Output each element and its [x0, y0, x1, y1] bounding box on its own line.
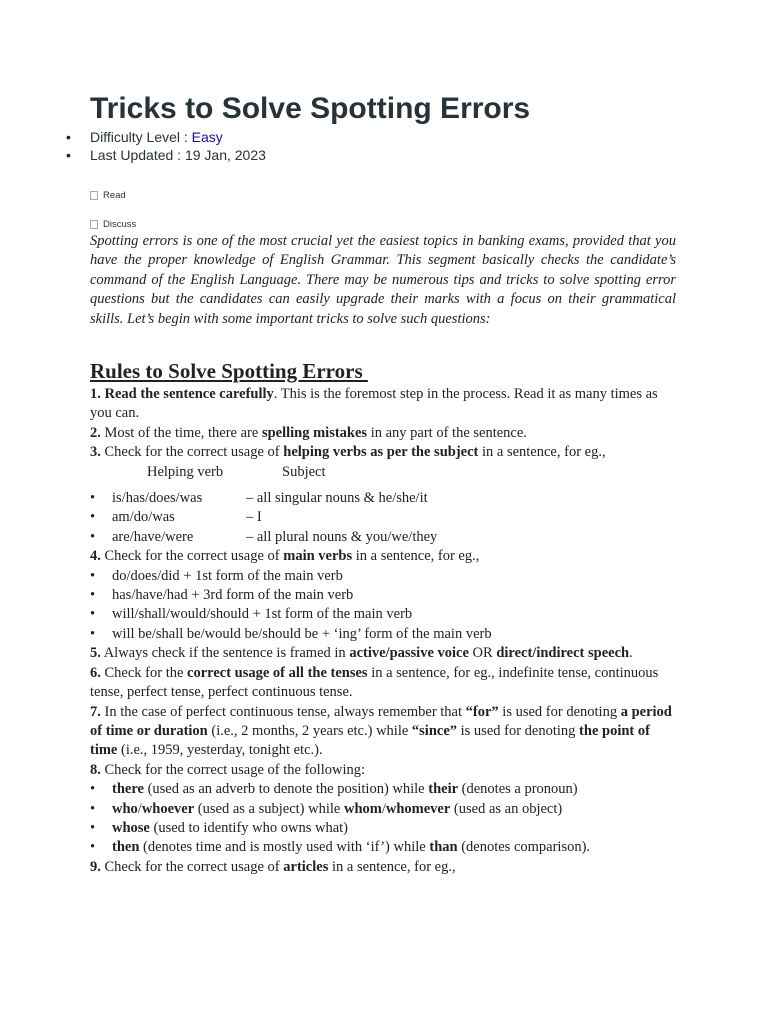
rule-9: [90, 858, 676, 877]
rule-4: [90, 547, 676, 566]
rule-emphasis: main verbs: [283, 548, 353, 565]
main-verb-list: [90, 567, 676, 645]
updated-label: Last Updated :: [90, 147, 185, 163]
rule-emphasis: helping verbs as per the subject: [283, 444, 479, 461]
helping-verb-list: [90, 489, 676, 547]
rule-number: 1.: [90, 386, 101, 402]
read-label: Read: [103, 190, 126, 201]
rule-8: [90, 761, 676, 780]
term-text: (used as an object): [450, 800, 563, 817]
rule-text: Check for the correct usage of: [100, 858, 284, 875]
list-item: [90, 489, 676, 508]
rule-number: 6.: [90, 664, 101, 681]
rule-emphasis: active/passive voice: [349, 645, 469, 662]
difficulty-link[interactable]: Easy: [191, 129, 223, 145]
term-text: /: [137, 800, 142, 817]
page-title: Tricks to Solve Spotting Errors: [90, 92, 531, 125]
discuss-button[interactable]: [90, 219, 136, 230]
list-item: [90, 819, 676, 838]
subject-column: Subject: [282, 463, 326, 480]
rule-text: .: [629, 645, 633, 662]
read-button[interactable]: [90, 190, 126, 201]
term-text: (denotes a pronoun): [458, 781, 578, 798]
rule-number: 8.: [90, 761, 101, 778]
rule-text: in a sentence, for eg.,: [478, 444, 606, 461]
rule-text: Check for the correct usage of: [100, 444, 284, 461]
article-meta: [90, 128, 266, 164]
rule-text: (i.e., 2 months, 2 years etc.) while: [207, 722, 412, 739]
rule-number: 4.: [90, 548, 101, 565]
term: whoever: [141, 800, 195, 817]
rule-emphasis: “since”: [411, 722, 458, 739]
term-text: (denotes time and is mostly used with ‘if’) while: [139, 839, 430, 856]
rule-number: 7.: [90, 703, 101, 720]
rule-number: 5.: [90, 645, 101, 662]
rule-7: [90, 703, 676, 761]
rule-emphasis: Read the sentence carefully: [104, 386, 274, 402]
helping-verb-header: [90, 463, 676, 482]
term: whomever: [385, 800, 451, 817]
rule-emphasis: the point of time: [90, 722, 650, 759]
rule-text: Most of the time, there are: [100, 424, 262, 441]
rule-emphasis: a period of time or duration: [90, 703, 672, 739]
discuss-icon: [90, 220, 98, 229]
subject: – all plural nouns & you/we/they: [246, 528, 438, 545]
rule-emphasis: correct usage of all the tenses: [187, 664, 368, 681]
term: their: [428, 781, 459, 798]
rule-text: (i.e., 1959, yesterday, tonight etc.).: [117, 742, 323, 759]
list-item: • will be/shall be/would be/should be + ‘ing’ form of the main verb: [90, 625, 676, 644]
intro-paragraph: Spotting errors is one of the most crucial yet the easiest topics in banking exams, provided that you have the proper knowledge of English Grammar. This segment basically checks the candidate’s command of the English Language. There may be numerous tips and tricks to solve spotting error questions but the candidates can easily upgrade their marks with a focus on their grammatical skills. Let’s begin with some important tricks to solve such questions:: [90, 233, 676, 327]
rule-text: in any part of the sentence.: [367, 424, 527, 441]
rule-text: in a sentence, for eg.,: [328, 858, 456, 875]
rule-1: [90, 385, 676, 424]
rule-number: 9.: [90, 858, 101, 875]
term: then: [112, 839, 140, 856]
rule-3: [90, 443, 676, 462]
rule-number: 2.: [90, 424, 101, 441]
helping-verb: are/have/were: [112, 528, 194, 545]
rules-heading: Rules to Solve Spotting Errors: [90, 359, 368, 383]
rule-text: . This is the foremost step in the process. Read it as many times as you can.: [90, 386, 658, 422]
rule-emphasis: direct/indirect speech: [496, 645, 630, 662]
rule-number: 3.: [90, 444, 101, 461]
helping-verb: is/has/does/was: [112, 490, 203, 507]
rule-text: OR: [468, 645, 497, 662]
term: there: [112, 781, 144, 798]
rule-text: Check for the: [100, 664, 188, 681]
rule-emphasis: spelling mistakes: [261, 424, 368, 441]
list-item: [90, 800, 676, 819]
list-item: [90, 528, 676, 547]
term-text: (used to identify who owns what): [149, 819, 349, 836]
term: than: [429, 839, 458, 856]
list-item: • has/have/had + 3rd form of the main verb: [90, 586, 676, 605]
rule-5: [90, 644, 676, 663]
term-text: /: [381, 800, 386, 817]
helping-verb: am/do/was: [112, 509, 175, 526]
rule-emphasis: articles: [283, 858, 329, 875]
term: who: [112, 800, 138, 817]
rule-text: Check for the correct usage of the following:: [100, 761, 366, 778]
rule-text: In the case of perfect continuous tense, always remember that: [100, 703, 466, 720]
discuss-label: Discuss: [103, 219, 137, 230]
difficulty-level: [90, 128, 266, 146]
rule-emphasis: “for”: [465, 703, 499, 720]
rule-2: [90, 424, 676, 443]
usage-list: [90, 780, 676, 858]
rules-list: [90, 385, 676, 877]
rule-text: is used for denoting: [498, 703, 621, 720]
rule-text: in a sentence, for eg.,: [352, 548, 480, 565]
term: whom: [343, 800, 382, 817]
term-text: (denotes comparison).: [457, 839, 591, 856]
list-item: [90, 780, 676, 799]
term-text: (used as an adverb to denote the position) while: [143, 781, 429, 798]
list-item: [90, 508, 676, 527]
term: whose: [112, 819, 150, 836]
helping-verb-column: Helping verb: [147, 463, 224, 480]
term-text: (used as a subject) while: [194, 800, 344, 817]
list-item: [90, 838, 676, 857]
rule-text: Always check if the sentence is framed in: [100, 645, 350, 662]
rule-6: [90, 664, 676, 703]
subject: – all singular nouns & he/she/it: [246, 490, 428, 507]
difficulty-label: Difficulty Level :: [90, 129, 192, 145]
list-item: • do/does/did + 1st form of the main verb: [90, 567, 676, 586]
updated-date: 19 Jan, 2023: [184, 147, 266, 163]
rule-text: Check for the correct usage of: [100, 548, 284, 565]
list-item: • will/shall/would/should + 1st form of the main verb: [90, 605, 676, 624]
read-icon: [90, 191, 98, 200]
rule-text: in a sentence, for eg., indefinite tense, continuous tense, perfect tense, perfect continuous tense.: [90, 664, 659, 701]
subject: – I: [246, 509, 262, 526]
last-updated: [90, 146, 266, 164]
rule-text: is used for denoting: [457, 722, 580, 739]
